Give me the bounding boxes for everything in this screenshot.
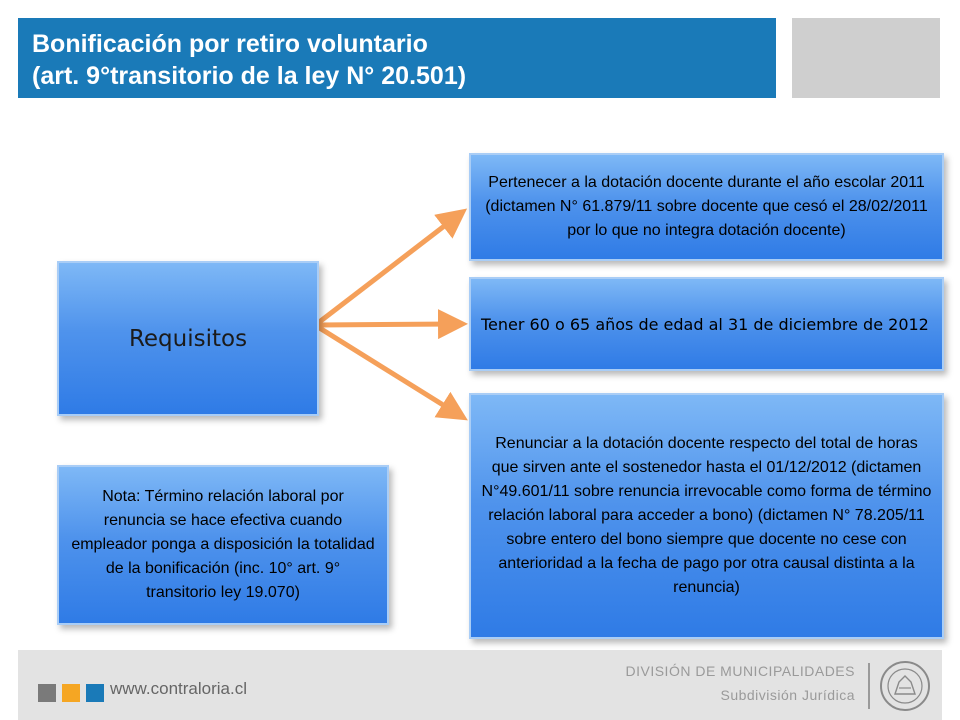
arrow-to-requirement-1: [318, 217, 456, 323]
requirement-3-text: Renunciar a la dotación docente respecto del total de horas que sirven ante el sostenedor hasta el 01/12/2012 (dictamen N°49.601/11 sobre renuncia irrevocable como forma de término relación laboral para acceder a bono) (dictamen N° 78.205/11 sobre entero del bono siempre que docente no cese con anterioridad a la fecha de pago por otra causal distinta a la renuncia): [481, 435, 932, 596]
requisitos-label: Requisitos: [128, 325, 248, 352]
requirement-1-text: Pertenecer a la dotación docente durante el año escolar 2011 (dictamen N° 61.879/11 sobre docente que cesó el 28/02/2011 por lo que no integra dotación docente): [485, 174, 928, 239]
slide-title-line-1: Bonificación por retiro voluntario: [32, 30, 428, 58]
arrow-to-requirement-3: [318, 327, 456, 413]
footer-subdivision: Subdivisión Jurídica: [720, 687, 855, 703]
requisitos-box: [57, 261, 319, 416]
note-text: Nota: Término relación laboral por renuncia se hace efectiva cuando empleador ponga a disposición la totalidad de la bonificación (inc. 10° art. 9° transitorio ley 19.070): [71, 488, 375, 601]
contraloria-seal-icon: [879, 660, 931, 712]
slide-title-line-2: (art. 9°transitorio de la ley N° 20.501): [32, 62, 467, 90]
footer-square-orange: [62, 684, 80, 702]
footer-url-link[interactable]: www.contraloria.cl: [110, 679, 247, 698]
footer-division: DIVISIÓN DE MUNICIPALIDADES: [625, 663, 855, 679]
requirement-box-3: [469, 393, 944, 639]
footer-square-gray: [38, 684, 56, 702]
arrow-to-requirement-2: [318, 324, 454, 325]
footer-square-blue: [86, 684, 104, 702]
note-box: [57, 465, 389, 625]
requirement-2-text: Tener 60 o 65 años de edad al 31 de diciembre de 2012: [481, 314, 929, 334]
requirement-box-2: [469, 277, 944, 371]
requirement-box-1: [469, 153, 944, 261]
footer-divider: [868, 663, 870, 709]
